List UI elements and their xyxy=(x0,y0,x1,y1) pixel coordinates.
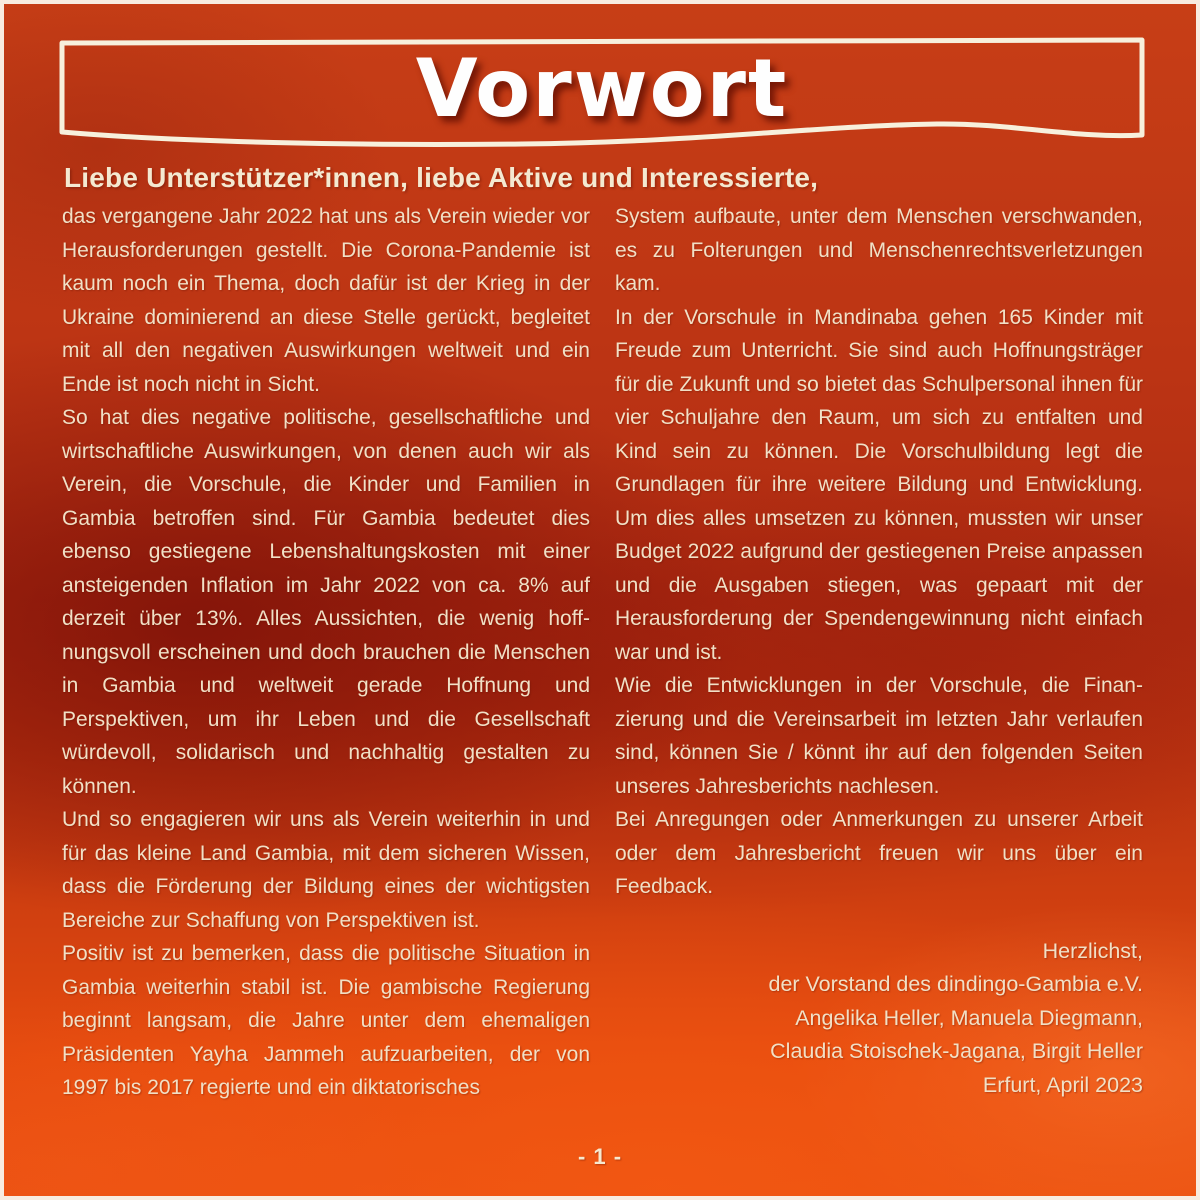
paragraph-right-2: In der Vorschule in Mandinaba gehen 165 Kinder mit Freude zum Unterricht. Sie sind auch Hoffnungsträger für die Zukunft und so bietet das Schulpersonal ihnen für vier Schuljahre den Raum, um sich zu entfalten und Kind sein zu können. Die Vorschulbildung legt die Grundlagen für ihre weitere Bildung und Entwicklung. Um dies alles umsetzen zu können, mussten wir unser Budget 2022 aufgrund der gestiegenen Preise anpassen und die Ausgaben stiegen, was gepaart mit der Herausforderung der Spendengewinnung nicht einfach war und ist. xyxy=(615,305,1143,664)
signature-line: Erfurt, April 2023 xyxy=(982,1072,1143,1097)
signature-line: der Vorstand des dindingo-Gambia e.V. xyxy=(768,972,1143,996)
paragraph-right-4: Bei Anregungen oder Anmerkungen zu unserer Arbeit oder dem Jahresbericht freuen wir uns über ein Feedback. xyxy=(615,808,1143,898)
paragraph-left-2: So hat dies negative politische, gesellschaftliche und wirtschaftliche Auswirkungen, von denen auch wir als Verein, die Vorschule, die Kinder und Familien in Gambia betroffen sind. Für Gambia bedeutet dies ebenso gestiegene Lebenshaltungskosten mit einer ansteigenden Inflation im Jahr 2022 von ca. 8% auf derzeit über 13%. Alles Aussichten, die wenig hoffnungsvoll erscheinen und doch brauchen die Menschen in Gambia und weltweit gerade Hoffnung und Perspektiven, um ihr Leben und die Gesellschaft würdevoll, solidarisch und nachhaltig gestalten zu können. xyxy=(62,406,590,798)
signature-block xyxy=(615,935,1143,1103)
right-column xyxy=(615,200,1143,1105)
left-column xyxy=(62,200,590,1105)
paragraph-left-3: Und so engagieren wir uns als Verein weiterhin in und für das kleine Land Gambia, mit dem sicheren Wissen, dass die Förderung der Bildung eines der wichtigsten Bereiche zur Schaffung von Perspektiven ist. xyxy=(62,808,590,932)
signature-line: Angelika Heller, Manuela Diegmann, xyxy=(795,1005,1143,1030)
signature-closing: Herzlichst, xyxy=(1042,938,1143,963)
paragraph-left-4: Positiv ist zu bemerken, dass die politische Situation in Gambia weiterhin stabil ist. Die gambische Regierung beginnt langsam, die Jahre unter dem ehemaligen Präsidenten Yayha Jammeh aufzuarbeiten, der von 1997 bis 2017 regierte und ein diktatorisches xyxy=(62,942,590,1099)
page-title: Vorwort xyxy=(415,42,789,135)
salutation: Liebe Unterstützer*innen, liebe Aktive und Interessierte, xyxy=(64,162,819,193)
paragraph-left-1: das vergangene Jahr 2022 hat uns als Verein wieder vor Herausforderungen gestellt. Die Corona-Pandemie ist kaum noch ein Thema, doch dafür ist der Krieg in der Ukraine dominierend an diese Stelle gerückt, begleitet mit all den negativen Auswirkungen weltweit und ein Ende ist noch nicht in Sicht. xyxy=(62,205,590,396)
paragraph-right-1: System aufbaute, unter dem Menschen verschwanden, es zu Folterungen und Menschenrechtsverletzungen kam. xyxy=(615,205,1143,295)
page-number: - 1 - xyxy=(577,1144,623,1169)
signature-line: Claudia Stoischek-Jagana, Birgit Heller xyxy=(770,1039,1143,1063)
title-box xyxy=(57,37,1147,149)
body-columns xyxy=(62,200,1144,1105)
paragraph-right-3: Wie die Entwicklungen in der Vorschule, die Finanzierung und die Vereinsarbeit im letzten Jahr verlaufen sind, können Sie / könnt ihr auf den folgenden Seiten unseres Jahresberichts nachlesen. xyxy=(615,674,1143,798)
